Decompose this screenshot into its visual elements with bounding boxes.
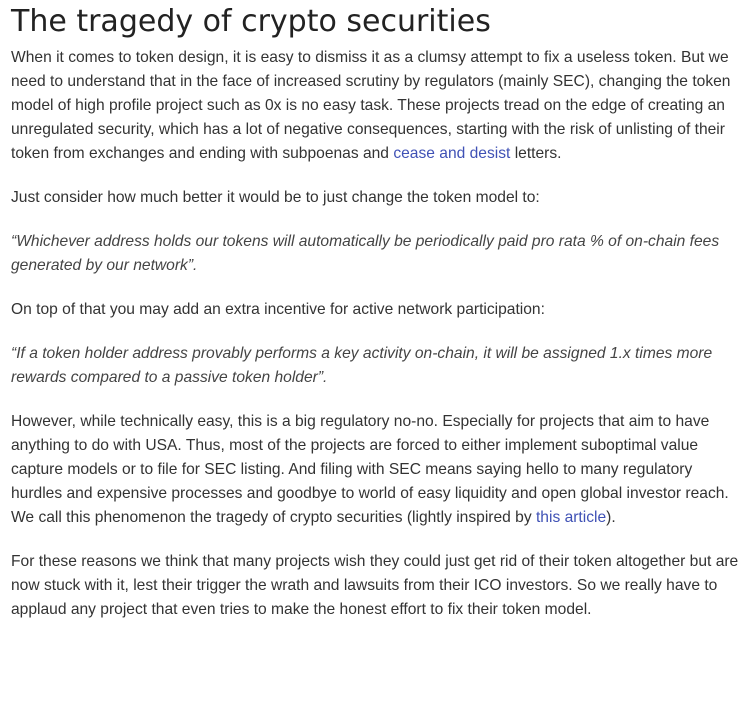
paragraph-regulatory-end: ). bbox=[606, 509, 616, 526]
paragraph-regulatory-text: However, while technically easy, this is a big regulatory no-no. Especially for projects that aim to have anything to do with USA. Thus, most of the projects are forced to either implement suboptimal value capture models or to file for SEC listing. And filing with SEC means saying hello to many regulatory hurdles and expensive processes and goodbye to world of easy liquidity and open global investor reach. We call this phenomenon the tragedy of crypto securities (lightly inspired by bbox=[11, 413, 729, 526]
article bbox=[11, 0, 747, 642]
paragraph-conclusion: For these reasons we think that many projects wish they could just get rid of their token altogether but are now stuck with it, lest their trigger the wrath and lawsuits from their ICO investors. So we really have to applaud any project that even tries to make the honest effort to fix their token model. bbox=[11, 553, 739, 618]
cease-and-desist-link[interactable]: cease and desist bbox=[393, 145, 511, 162]
paragraph-intro-end: letters. bbox=[510, 145, 562, 162]
paragraph-intro-text: When it comes to token design, it is easy to dismiss it as a clumsy attempt to fix a useless token. But we need to understand that in the face of increased scrutiny by regulators (mainly SEC), changing the token model of high profile project such as 0x is no easy task. These projects tread on the edge of creating an unregulated security, which has a lot of negative consequences, starting with the risk of unlisting of their token from exchanges and ending with subpoenas and bbox=[11, 49, 731, 162]
article-title: The tragedy of crypto securities bbox=[11, 4, 491, 39]
paragraph-intro bbox=[11, 46, 747, 166]
this-article-link[interactable]: this article bbox=[535, 509, 607, 526]
paragraph-consider: Just consider how much better it would be to just change the token model to: bbox=[11, 189, 540, 206]
paragraph-incentive: On top of that you may add an extra incentive for active network participation: bbox=[11, 301, 545, 318]
quote-token-model: “Whichever address holds our tokens will automatically be periodically paid pro rata % of on-chain fees generated by our network”. bbox=[11, 233, 720, 274]
quote-rewards: “If a token holder address provably performs a key activity on-chain, it will be assigned 1.x times more rewards compared to a passive token holder”. bbox=[11, 345, 713, 386]
paragraph-regulatory bbox=[11, 410, 747, 530]
